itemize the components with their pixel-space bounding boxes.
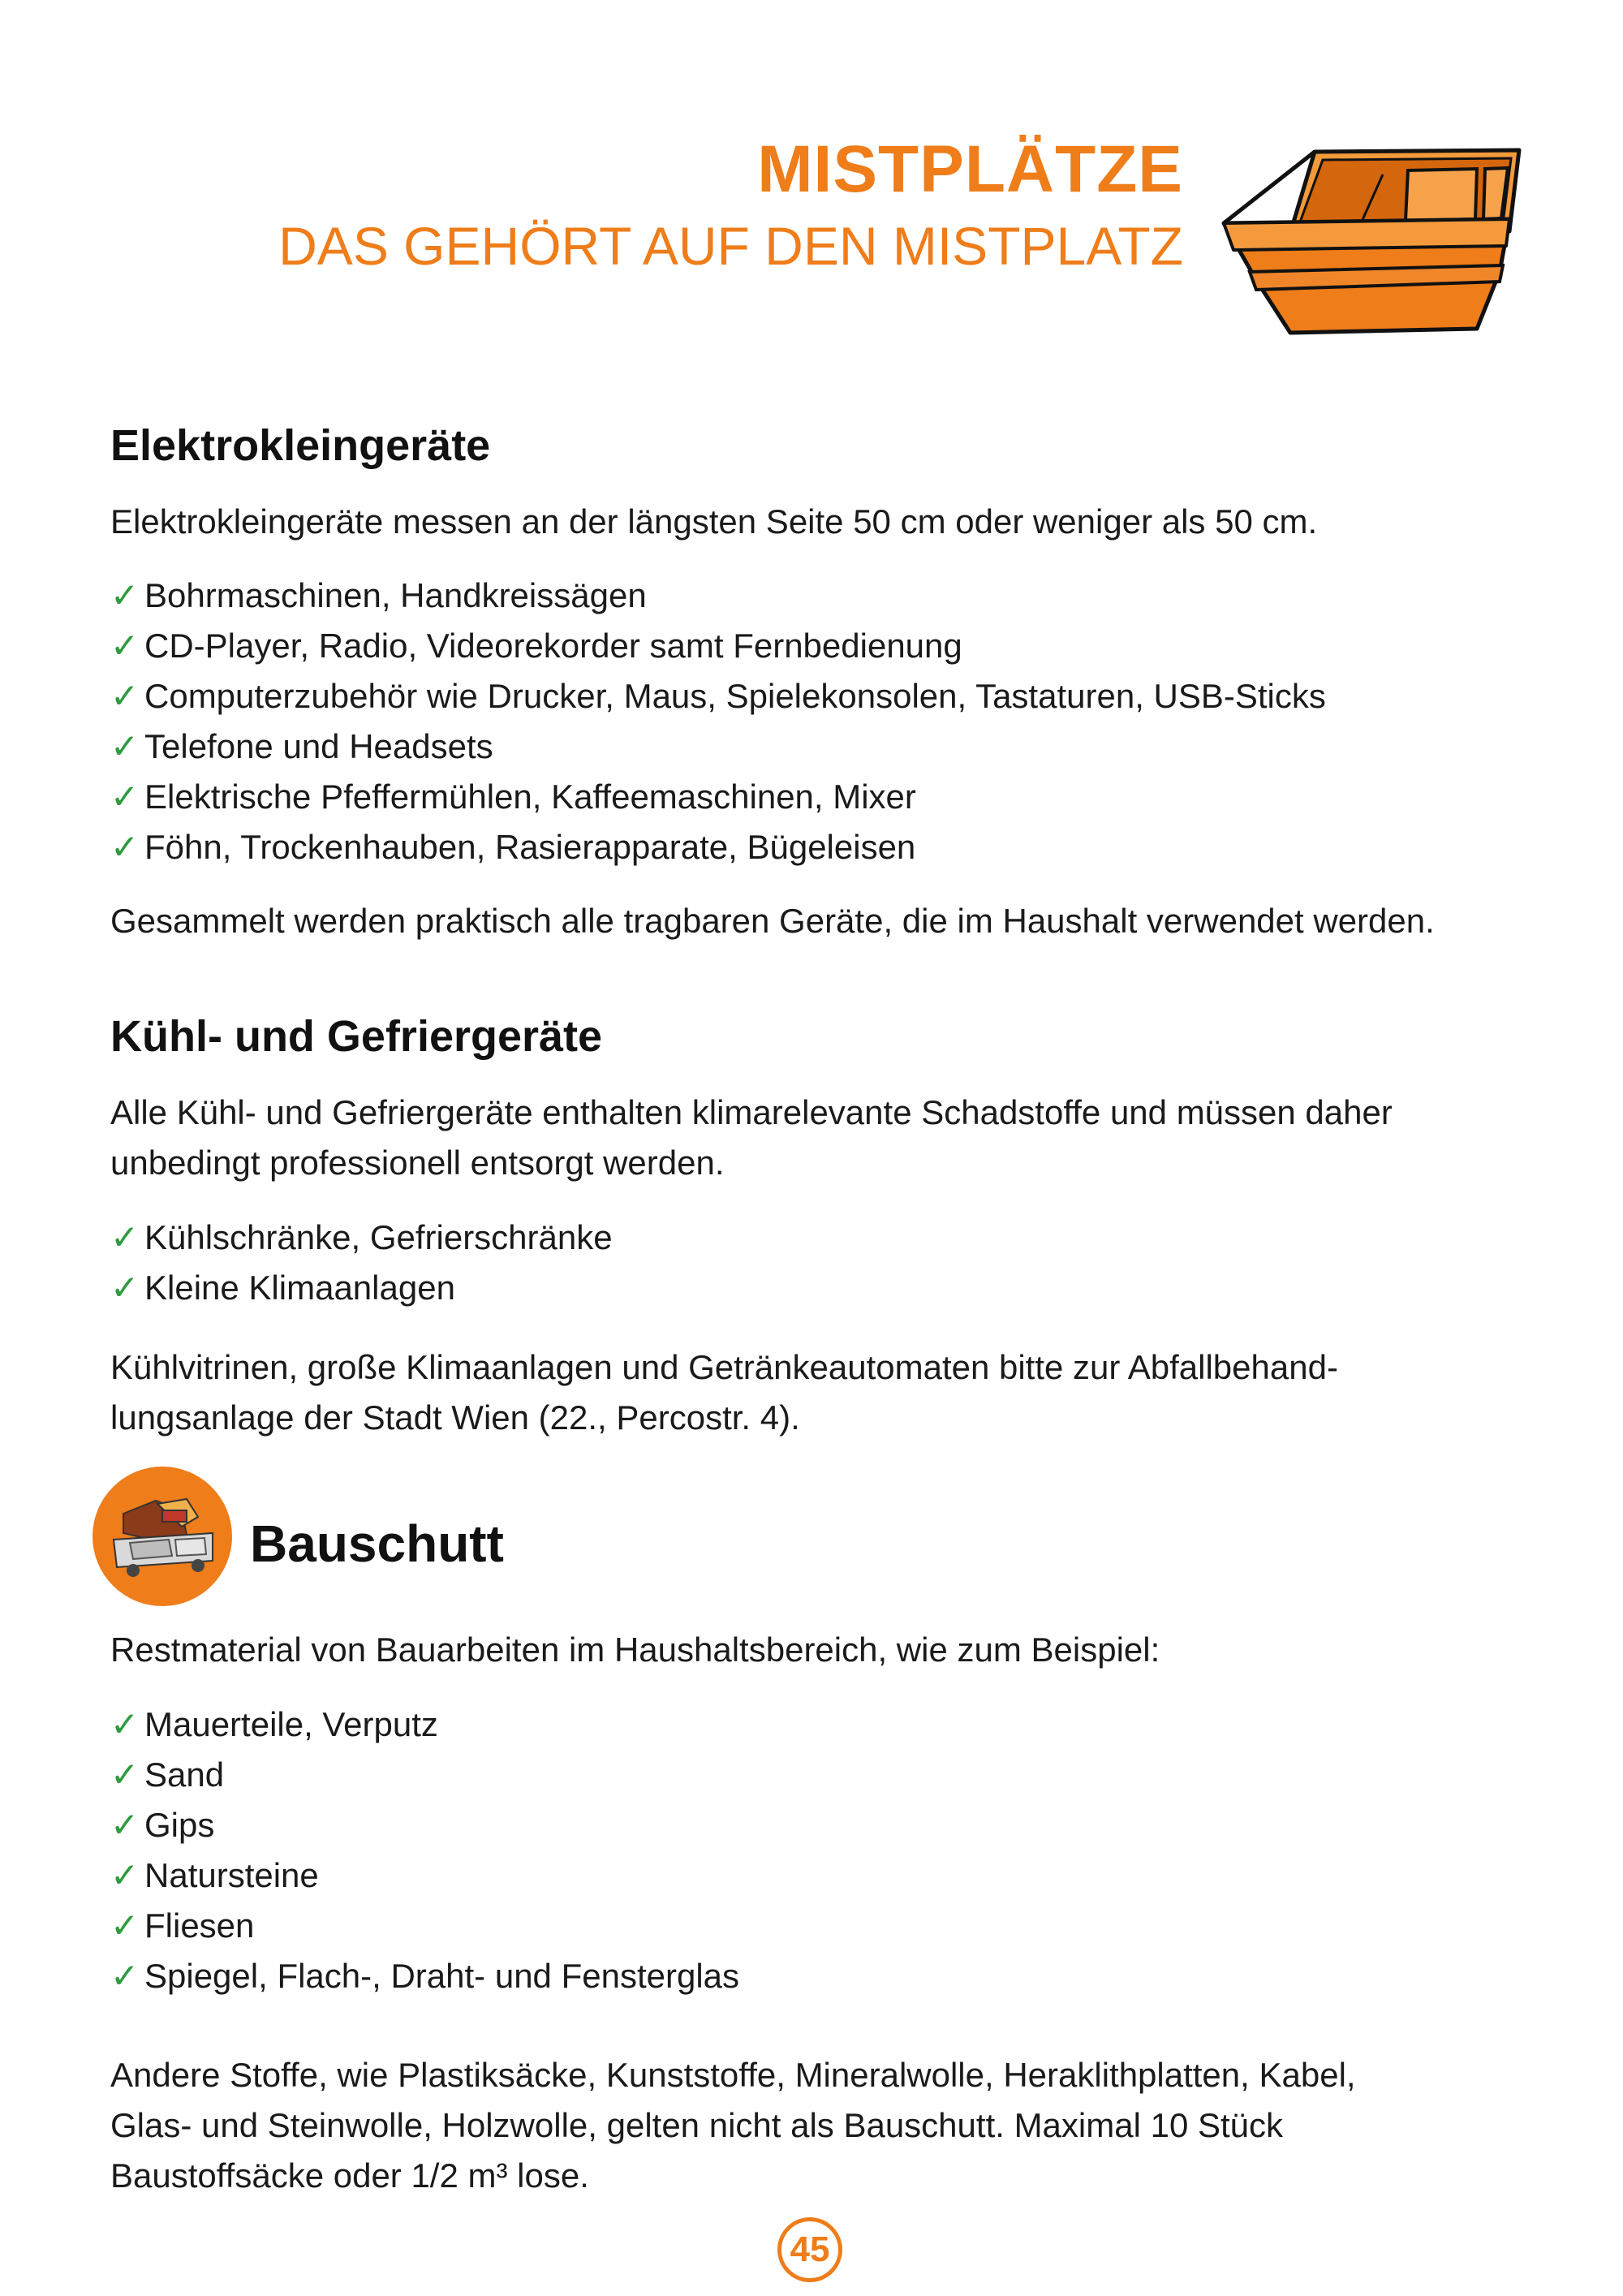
rubble-icon xyxy=(91,1465,234,1608)
list-item: ✓ Kühlschränke, Gefrierschränke xyxy=(110,1213,613,1263)
list-item: ✓ Bohrmaschinen, Handkreissägen xyxy=(110,571,1326,621)
section-title-bauschutt: Bauschutt xyxy=(250,1514,504,1573)
page-header xyxy=(0,0,1623,357)
check-icon: ✓ xyxy=(110,677,140,715)
kuehl-list xyxy=(110,1213,613,1313)
check-icon: ✓ xyxy=(110,828,140,866)
list-item: ✓ Fliesen xyxy=(110,1901,739,1951)
check-icon: ✓ xyxy=(110,1218,140,1256)
check-icon: ✓ xyxy=(110,727,140,765)
list-item: ✓ Kleine Klimaanlagen xyxy=(110,1263,613,1313)
page-subtitle: DAS GEHÖRT AUF DEN MISTPLATZ xyxy=(278,216,1183,276)
check-icon: ✓ xyxy=(110,1269,140,1307)
list-item: ✓ CD-Player, Radio, Videorekorder samt Fernbedienung xyxy=(110,621,1326,671)
check-icon: ✓ xyxy=(110,627,140,665)
check-icon: ✓ xyxy=(110,1957,140,1995)
list-item: ✓ Telefone und Headsets xyxy=(110,722,1326,772)
list-item: ✓ Sand xyxy=(110,1750,739,1800)
elektro-intro: Elektrokleingeräte messen an der längsten Seite 50 cm oder weniger als 50 cm. xyxy=(110,502,1318,541)
elektro-list xyxy=(110,571,1326,872)
list-item: ✓ Elektrische Pfeffermühlen, Kaffeemaschinen, Mixer xyxy=(110,772,1326,822)
list-item: ✓ Natursteine xyxy=(110,1850,739,1901)
elektro-outro: Gesammelt werden praktisch alle tragbaren Geräte, die im Haushalt verwendet werden. xyxy=(110,902,1435,940)
check-icon: ✓ xyxy=(110,778,140,816)
list-item: ✓ Föhn, Trockenhauben, Rasierapparate, Bügeleisen xyxy=(110,822,1326,872)
check-icon: ✓ xyxy=(110,1755,140,1794)
check-icon: ✓ xyxy=(110,1705,140,1743)
section-title-kuehl: Kühl- und Gefriergeräte xyxy=(110,1012,603,1061)
list-item: ✓ Mauerteile, Verputz xyxy=(110,1699,739,1750)
page-number: 45 xyxy=(777,2217,842,2282)
check-icon: ✓ xyxy=(110,1906,140,1945)
list-item: ✓ Gips xyxy=(110,1800,739,1850)
list-item: ✓ Spiegel, Flach-, Draht- und Fensterglas xyxy=(110,1951,739,2001)
waste-skip-icon xyxy=(1217,142,1526,345)
section-title-elektro: Elektrokleingeräte xyxy=(110,421,491,470)
bauschutt-intro: Restmaterial von Bauarbeiten im Haushaltsbereich, wie zum Beispiel: xyxy=(110,1630,1160,1669)
check-icon: ✓ xyxy=(110,576,140,614)
check-icon: ✓ xyxy=(110,1856,140,1894)
bauschutt-list xyxy=(110,1699,739,2001)
bauschutt-outro: Andere Stoffe, wie Plastiksäcke, Kunststoffe, Mineralwolle, Heraklithplatten, Kabel, Glas- und Steinwolle, Holzwolle, gelten nicht als Bauschutt. Maximal 10 Stück Baustoffsäcke oder 1/2 m³ lose. xyxy=(110,2056,1356,2195)
list-item: ✓ Computerzubehör wie Drucker, Maus, Spielekonsolen, Tastaturen, USB-Sticks xyxy=(110,671,1326,722)
kuehl-intro: Alle Kühl- und Gefriergeräte enthalten klimarelevante Schadstoffe und müssen daher unbedingt professionell entsorgt werden. xyxy=(110,1093,1393,1182)
kuehl-outro: Kühlvitrinen, große Klimaanlagen und Getränkeautomaten bitte zur Abfallbehand-lungsanlage der Stadt Wien (22., Percostr. 4). xyxy=(110,1348,1338,1437)
page-title: MISTPLÄTZE xyxy=(757,132,1183,206)
check-icon: ✓ xyxy=(110,1806,140,1844)
